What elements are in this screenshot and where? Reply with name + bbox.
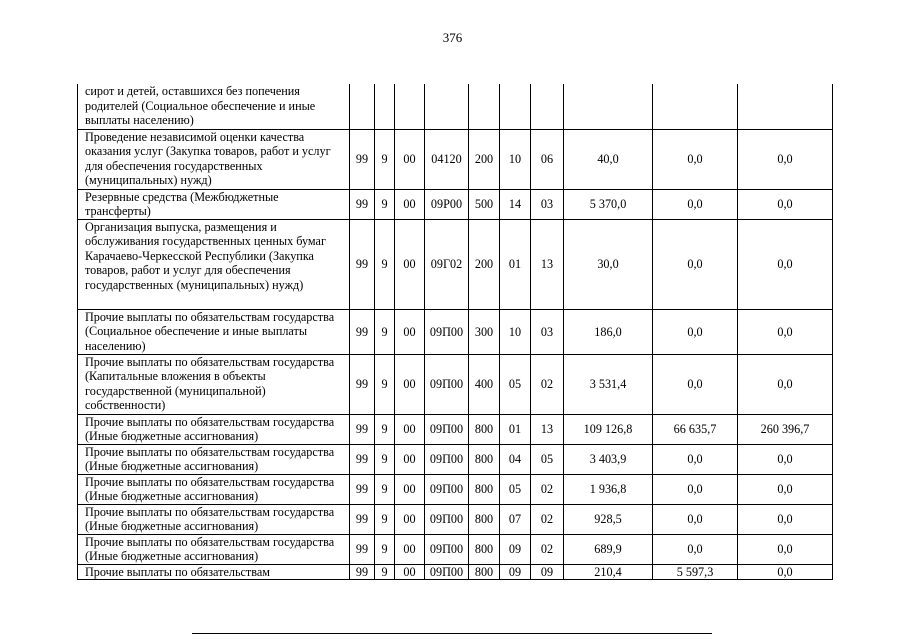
amount-year-1: 3 531,4: [564, 354, 653, 414]
table-row: [78, 444, 833, 474]
amount-year-3: [738, 84, 833, 129]
amount-year-2: 0,0: [653, 444, 738, 474]
target-article: 04120: [425, 129, 469, 189]
amount-year-1: 186,0: [564, 309, 653, 354]
code-2: 9: [375, 189, 395, 219]
code-1: 99: [350, 189, 375, 219]
target-article: 09П00: [425, 534, 469, 564]
expense-type: 800: [469, 504, 500, 534]
subsection: 06: [531, 129, 564, 189]
amount-year-2: 66 635,7: [653, 414, 738, 444]
code-3: 00: [395, 309, 425, 354]
row-description: Прочие выплаты по обязательствам государства (Иные бюджетные ассигнования): [78, 414, 350, 444]
code-1: 99: [350, 444, 375, 474]
code-1: 99: [350, 504, 375, 534]
table-row: [78, 534, 833, 564]
amount-year-3: 260 396,7: [738, 414, 833, 444]
row-description: Прочие выплаты по обязательствам: [78, 564, 350, 580]
row-description: Прочие выплаты по обязательствам государства (Иные бюджетные ассигнования): [78, 474, 350, 504]
target-article: 09П00: [425, 309, 469, 354]
expense-type: 500: [469, 189, 500, 219]
subsection: 02: [531, 534, 564, 564]
code-3: 00: [395, 189, 425, 219]
code-1: 99: [350, 219, 375, 309]
amount-year-3: 0,0: [738, 564, 833, 580]
table-row: [78, 564, 833, 580]
code-1: 99: [350, 354, 375, 414]
subsection: [531, 84, 564, 129]
code-3: [395, 84, 425, 129]
code-2: 9: [375, 564, 395, 580]
amount-year-3: 0,0: [738, 504, 833, 534]
section: 04: [500, 444, 531, 474]
table-body: [78, 84, 833, 580]
code-1: 99: [350, 309, 375, 354]
amount-year-1: [564, 84, 653, 129]
row-description: Прочие выплаты по обязательствам государства (Социальное обеспечение и иные выплаты населению): [78, 309, 350, 354]
section: 14: [500, 189, 531, 219]
expense-type: 200: [469, 129, 500, 189]
expense-type: 300: [469, 309, 500, 354]
code-2: 9: [375, 129, 395, 189]
row-description: Прочие выплаты по обязательствам государства (Иные бюджетные ассигнования): [78, 444, 350, 474]
amount-year-3: 0,0: [738, 354, 833, 414]
subsection: 03: [531, 189, 564, 219]
expense-type: 200: [469, 219, 500, 309]
expense-type: 400: [469, 354, 500, 414]
code-2: 9: [375, 309, 395, 354]
budget-table: [77, 84, 833, 580]
code-3: 00: [395, 444, 425, 474]
row-description: Прочие выплаты по обязательствам государства (Иные бюджетные ассигнования): [78, 534, 350, 564]
code-3: 00: [395, 219, 425, 309]
amount-year-3: 0,0: [738, 474, 833, 504]
table-row: [78, 129, 833, 189]
table-row: [78, 189, 833, 219]
page-number: 376: [442, 30, 463, 45]
row-description: Проведение независимой оценки качества оказания услуг (Закупка товаров, работ и услуг для обеспечения государственных (муниципальных) нужд): [78, 129, 350, 189]
target-article: [425, 84, 469, 129]
target-article: 09П00: [425, 504, 469, 534]
code-2: 9: [375, 534, 395, 564]
amount-year-2: 0,0: [653, 309, 738, 354]
code-2: 9: [375, 414, 395, 444]
code-1: 99: [350, 564, 375, 580]
amount-year-2: 0,0: [653, 189, 738, 219]
code-3: 00: [395, 354, 425, 414]
subsection: 05: [531, 444, 564, 474]
section: 05: [500, 474, 531, 504]
section: 10: [500, 309, 531, 354]
subsection: 09: [531, 564, 564, 580]
target-article: 09П00: [425, 474, 469, 504]
code-3: 00: [395, 504, 425, 534]
target-article: 09Г02: [425, 219, 469, 309]
section: 09: [500, 534, 531, 564]
amount-year-3: 0,0: [738, 189, 833, 219]
amount-year-1: 928,5: [564, 504, 653, 534]
amount-year-1: 109 126,8: [564, 414, 653, 444]
section: 07: [500, 504, 531, 534]
code-3: 00: [395, 414, 425, 444]
table-row: [78, 354, 833, 414]
code-3: 00: [395, 564, 425, 580]
amount-year-1: 689,9: [564, 534, 653, 564]
expense-type: 800: [469, 534, 500, 564]
amount-year-3: 0,0: [738, 309, 833, 354]
row-description: Прочие выплаты по обязательствам государства (Иные бюджетные ассигнования): [78, 504, 350, 534]
amount-year-2: 0,0: [653, 534, 738, 564]
section: 05: [500, 354, 531, 414]
amount-year-3: 0,0: [738, 129, 833, 189]
section: 09: [500, 564, 531, 580]
target-article: 09П00: [425, 354, 469, 414]
amount-year-1: 30,0: [564, 219, 653, 309]
subsection: 13: [531, 219, 564, 309]
code-2: 9: [375, 219, 395, 309]
expense-type: 800: [469, 564, 500, 580]
amount-year-1: 40,0: [564, 129, 653, 189]
code-3: 00: [395, 129, 425, 189]
amount-year-1: 210,4: [564, 564, 653, 580]
code-2: 9: [375, 504, 395, 534]
amount-year-2: 0,0: [653, 219, 738, 309]
subsection: 13: [531, 414, 564, 444]
table-row: [78, 474, 833, 504]
code-3: 00: [395, 474, 425, 504]
amount-year-1: 5 370,0: [564, 189, 653, 219]
amount-year-2: [653, 84, 738, 129]
subsection: 02: [531, 504, 564, 534]
amount-year-3: 0,0: [738, 534, 833, 564]
section: [500, 84, 531, 129]
amount-year-2: 0,0: [653, 474, 738, 504]
expense-type: [469, 84, 500, 129]
amount-year-2: 0,0: [653, 129, 738, 189]
amount-year-2: 0,0: [653, 504, 738, 534]
code-2: 9: [375, 444, 395, 474]
amount-year-2: 5 597,3: [653, 564, 738, 580]
subsection: 02: [531, 474, 564, 504]
bottom-rule: [192, 633, 712, 634]
table-row: [78, 504, 833, 534]
target-article: 09П00: [425, 564, 469, 580]
table-row: [78, 414, 833, 444]
expense-type: 800: [469, 474, 500, 504]
amount-year-3: 0,0: [738, 444, 833, 474]
table-row: [78, 309, 833, 354]
amount-year-3: 0,0: [738, 219, 833, 309]
row-description: сирот и детей, оставшихся без попечения родителей (Социальное обеспечение и иные выплаты населению): [78, 84, 350, 129]
code-1: [350, 84, 375, 129]
table-row: [78, 219, 833, 309]
subsection: 02: [531, 354, 564, 414]
code-1: 99: [350, 474, 375, 504]
code-2: 9: [375, 354, 395, 414]
amount-year-1: 3 403,9: [564, 444, 653, 474]
section: 01: [500, 414, 531, 444]
target-article: 09Р00: [425, 189, 469, 219]
code-1: 99: [350, 129, 375, 189]
table-row: [78, 84, 833, 129]
row-description: Резервные средства (Межбюджетные трансферты): [78, 189, 350, 219]
amount-year-2: 0,0: [653, 354, 738, 414]
section: 10: [500, 129, 531, 189]
section: 01: [500, 219, 531, 309]
row-description: Прочие выплаты по обязательствам государства (Капитальные вложения в объекты государственной (муниципальной) собственности): [78, 354, 350, 414]
amount-year-1: 1 936,8: [564, 474, 653, 504]
subsection: 03: [531, 309, 564, 354]
code-3: 00: [395, 534, 425, 564]
row-description: Организация выпуска, размещения и обслуживания государственных ценных бумаг Карачаево-Черкесской Республики (Закупка товаров, работ и услуг для обеспечения государственных (муниципальных) нужд): [78, 219, 350, 309]
target-article: 09П00: [425, 444, 469, 474]
expense-type: 800: [469, 444, 500, 474]
expense-type: 800: [469, 414, 500, 444]
code-1: 99: [350, 534, 375, 564]
code-1: 99: [350, 414, 375, 444]
code-2: [375, 84, 395, 129]
code-2: 9: [375, 474, 395, 504]
target-article: 09П00: [425, 414, 469, 444]
